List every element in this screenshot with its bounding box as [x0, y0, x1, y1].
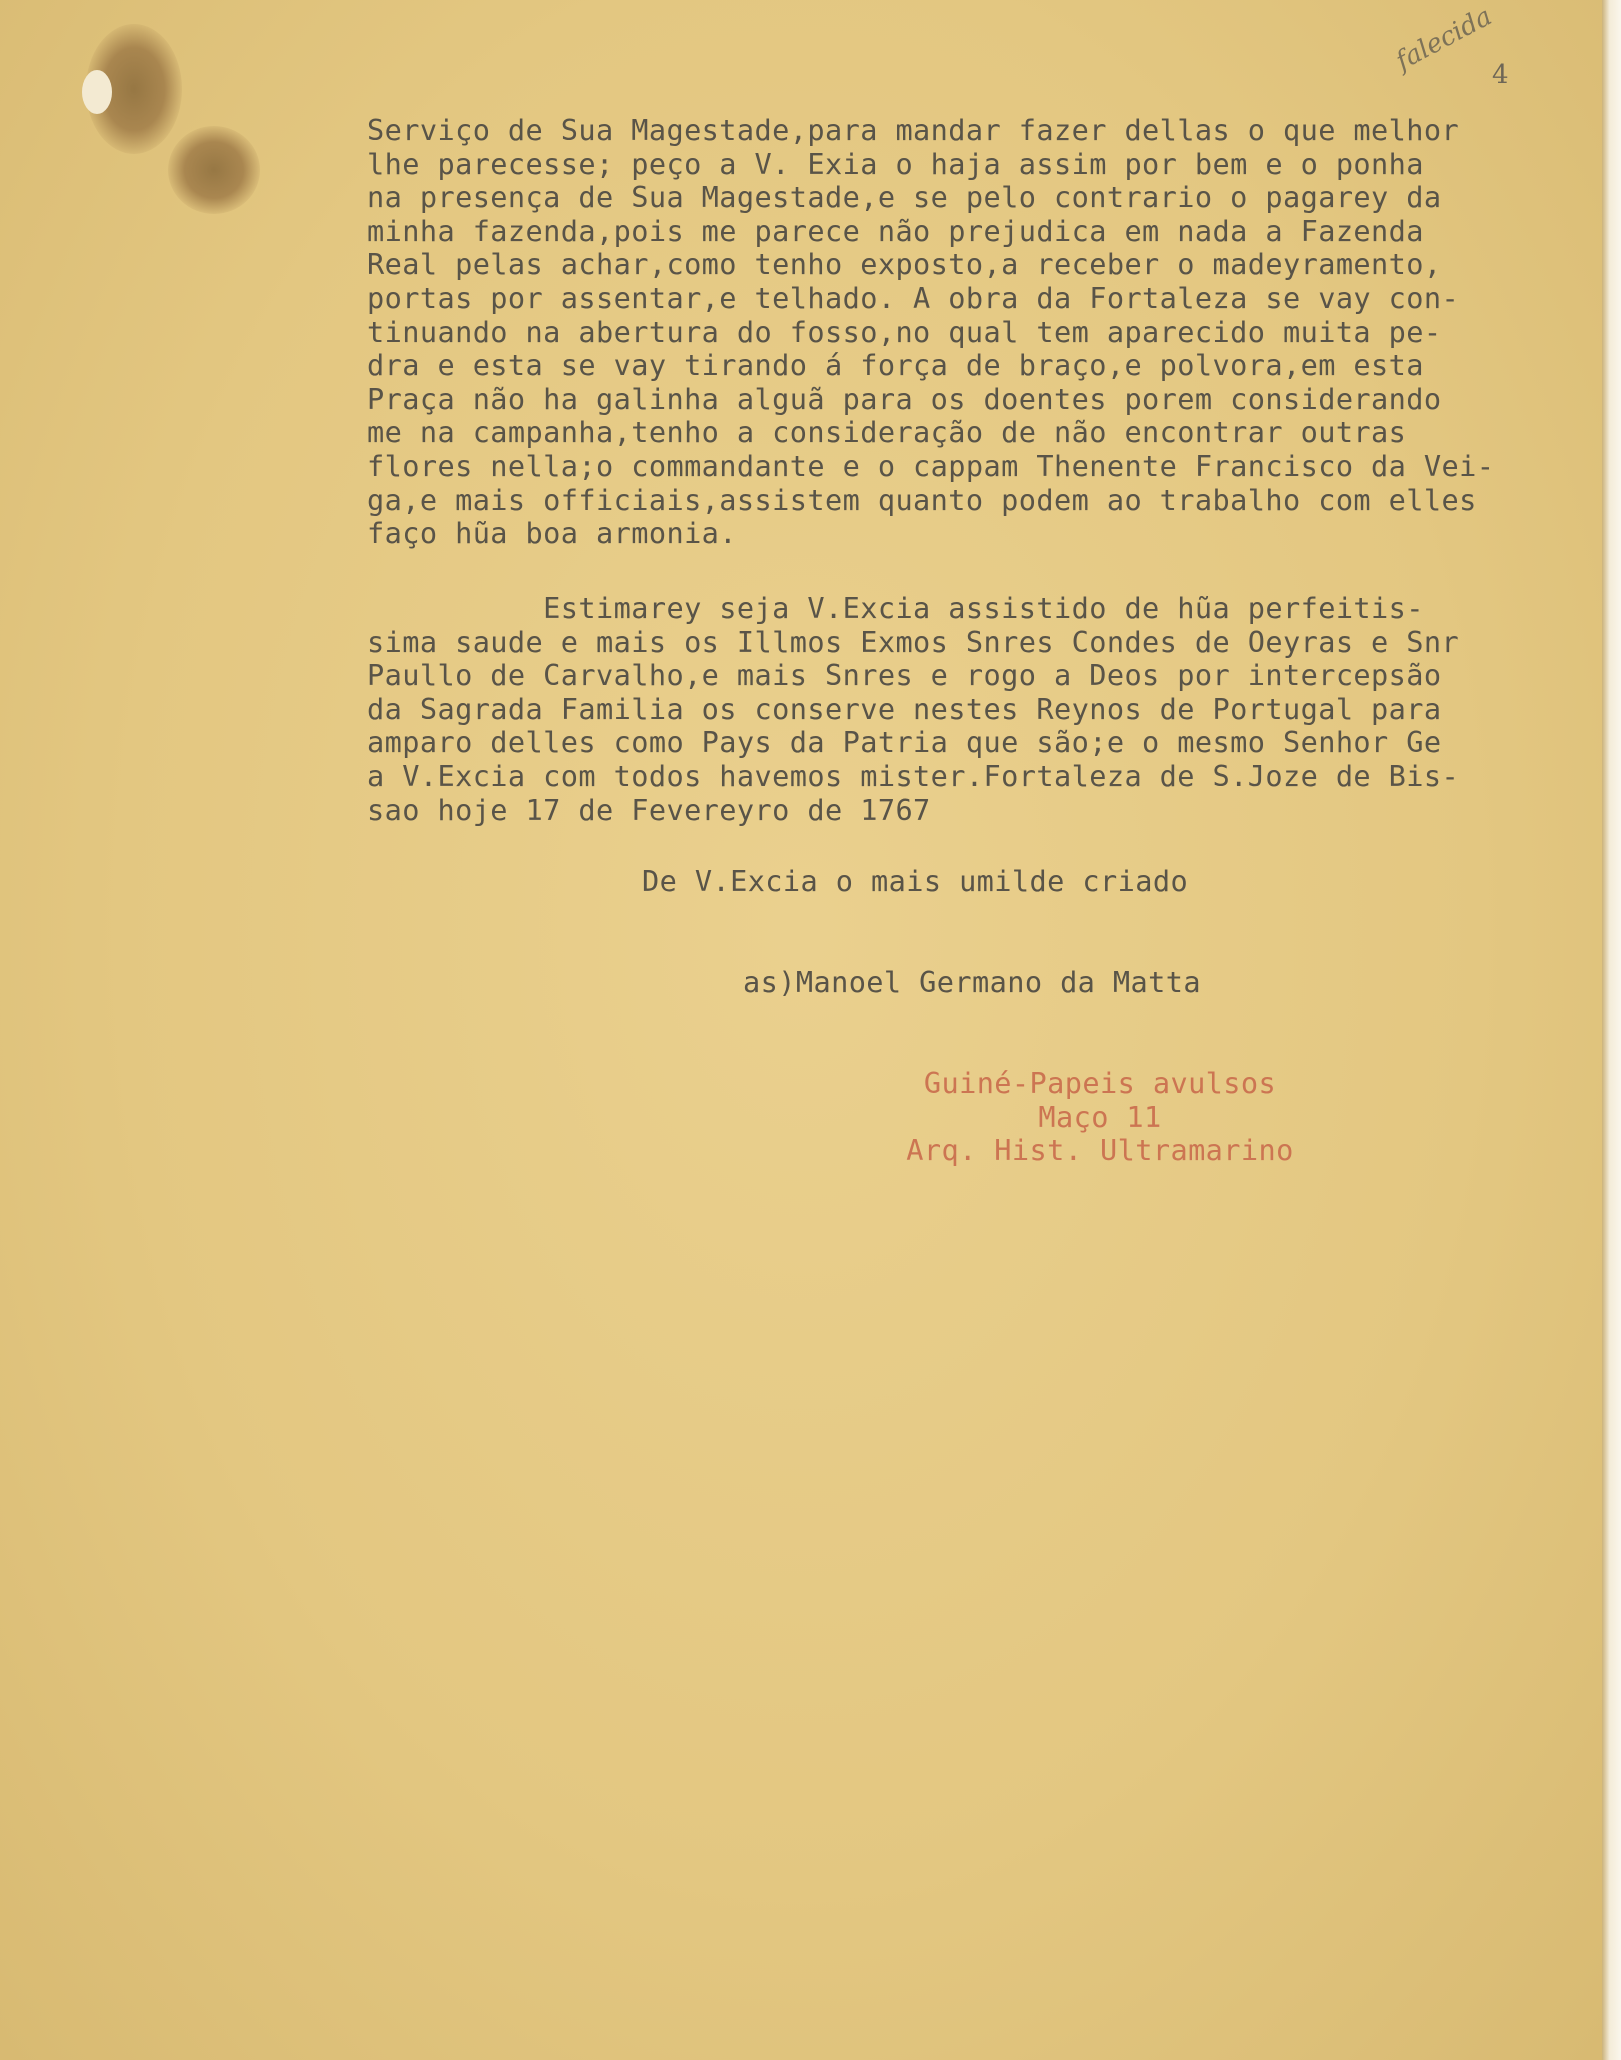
text-line: a V.Excia com todos havemos mister.Fortaleza de S.Joze de Bis-: [367, 758, 1460, 793]
archive-line: Arq. Hist. Ultramarino: [906, 1133, 1294, 1168]
text-line: Real pelas achar,como tenho exposto,a receber o madeyramento,: [367, 247, 1442, 282]
text-line: ga,e mais officiais,assistem quanto podem ao trabalho com elles: [367, 482, 1477, 517]
text-line: portas por assentar,e telhado. A obra da Fortaleza se vay con-: [367, 280, 1460, 315]
text-line: me na campanha,tenho a consideração de não encontrar outras: [367, 415, 1407, 450]
worn-hole: [82, 70, 112, 114]
text-line: minha fazenda,pois me parece não prejudica em nada a Fazenda: [367, 213, 1424, 248]
text-line: na presença de Sua Magestade,e se pelo contrario o pagarey da: [367, 180, 1442, 215]
text-line: Paullo de Carvalho,e mais Snres e rogo a Deos por intercepsão: [367, 658, 1442, 693]
archive-line: Guiné-Papeis avulsos: [923, 1066, 1277, 1100]
letter-closing: De V.Excia o mais umilde criado: [642, 864, 1189, 898]
text-line: lhe parecesse; peço a V. Exia o haja assim por bem e o ponha: [367, 146, 1424, 181]
text-line: sao hoje 17 de Fevereyro de 1767: [367, 792, 931, 827]
text-line: dra e esta se vay tirando á força de braço,e polvora,em esta: [367, 348, 1424, 383]
pencil-annotation: falecida: [1391, 1, 1497, 77]
text-line: amparo delles como Pays da Patria que são;e o mesmo Senhor Ge: [367, 725, 1442, 760]
text-line: sima saude e mais os Illmos Exmos Snres Condes de Oeyras e Snr: [367, 624, 1460, 659]
page-number: 4: [1492, 60, 1509, 90]
archive-line: Maço 11: [1038, 1099, 1162, 1134]
text-line: flores nella;o commandante e o cappam Thenente Francisco da Vei-: [367, 448, 1495, 483]
letter-signature: as)Manoel Germano da Matta: [743, 965, 1201, 999]
text-line: da Sagrada Familia os conserve nestes Reynos de Portugal para: [367, 691, 1442, 726]
stain-mark: [168, 126, 260, 214]
text-line: Praça não ha galinha alguã para os doentes porem considerando: [367, 381, 1442, 416]
text-line: tinuando na abertura do fosso,no qual tem aparecido muita pe-: [367, 314, 1442, 349]
letter-paragraph-2: [367, 592, 1459, 827]
text-line: Serviço de Sua Magestade,para mandar fazer dellas o que melhor: [367, 113, 1460, 147]
letter-paragraph-1: [367, 114, 1607, 551]
archive-reference-stamp: [860, 1067, 1340, 1168]
text-line: Estimarey seja V.Excia assistido de hũa perfeitis-: [367, 591, 1424, 625]
text-line: faço hũa boa armonia.: [367, 516, 737, 551]
